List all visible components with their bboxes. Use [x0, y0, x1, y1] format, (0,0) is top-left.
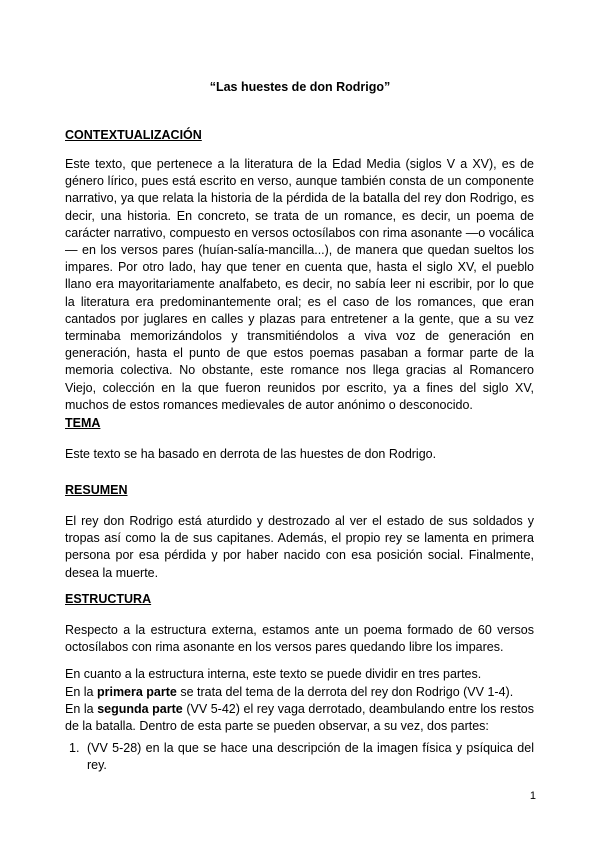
primera-parte-label: primera parte: [96, 685, 177, 699]
segunda-parte-prefix: En la: [65, 702, 98, 716]
paragraph-primera-parte: [65, 684, 534, 701]
paragraph-estructura-externa: Respecto a la estructura externa, estamos ante un poema formado de 60 versos octosílabos con rima asonante en los versos pares quedando libre los impares.: [65, 623, 534, 655]
page-number: 1: [529, 790, 536, 802]
primera-parte-prefix: En la: [65, 685, 97, 699]
paragraph-contextualizacion: Este texto, que pertenece a la literatura de la Edad Media (siglos V a XV), es de género lírico, pues está escrito en verso, aunque también consta de un componente narrativo, ya que relata la historia de la pérdida de la batalla del rey don Rodrigo, es decir, una historia. En concreto, se trata de un romance, es decir, un poema de carácter narrativo, compuesto en versos octosílabos con rima asonante —o vocálica— en los versos pares (huían-salía-mancilla...), de manera que quedan sueltos los impares. Por otro lado, hay que tener en cuenta que, hasta el siglo XV, el pueblo llano era mayoritariamente analfabeto, es decir, no sabía leer ni escribir, por lo que la literatura era predominantemente oral; es el caso de los romances, que eran cantados por juglares en calles y plazas para entretener a la gente, que a su vez terminaba memorizándolos y transmitiéndolos a viva voz de generación en generación, hasta el punto de que estos poemas pasaban a formar parte de la memoria colectiva. No obstante, este romance nos llega gracias al Romancero Viejo, colección en la que fueron reunidos por escrito, ya a fines del siglo XV, muchos de estos romances medievales de autor anónimo o desconocido.: [65, 157, 534, 412]
list-item-text: (VV 5-28) en la que se hace una descripción de la imagen física y psíquica del rey.: [87, 741, 534, 773]
document-title: “Las huestes de don Rodrigo”: [209, 80, 391, 94]
paragraph-estructura-interna-intro: En cuanto a la estructura interna, este texto se puede dividir en tres partes.: [65, 667, 482, 681]
segunda-parte-label: segunda parte: [97, 702, 183, 716]
heading-tema: TEMA: [65, 416, 101, 430]
list-item: [69, 740, 534, 774]
paragraph-resumen: El rey don Rodrigo está aturdido y destrozado al ver el estado de sus soldados y tropas así como la de sus capitanes. Además, el propio rey se lamenta en primera persona por esa pérdida y por haber nacido con esa posición social. Finalmente, desea la muerte.: [65, 514, 534, 580]
list-item-number: 1.: [69, 741, 80, 755]
paragraph-segunda-parte: [65, 701, 534, 735]
heading-contextualizacion: CONTEXTUALIZACIÓN: [65, 128, 202, 142]
primera-parte-text: se trata del tema de la derrota del rey don Rodrigo (VV 1-4).: [176, 685, 514, 699]
heading-resumen: RESUMEN: [65, 483, 128, 497]
paragraph-tema: Este texto se ha basado en derrota de las huestes de don Rodrigo.: [65, 447, 437, 461]
segunda-parte-text: (VV 5-42) el rey vaga derrotado, deambulando entre los restos de la batalla. Dentro de esta parte se pueden observar, a su vez, dos partes:: [65, 702, 534, 734]
heading-estructura: ESTRUCTURA: [65, 592, 152, 606]
